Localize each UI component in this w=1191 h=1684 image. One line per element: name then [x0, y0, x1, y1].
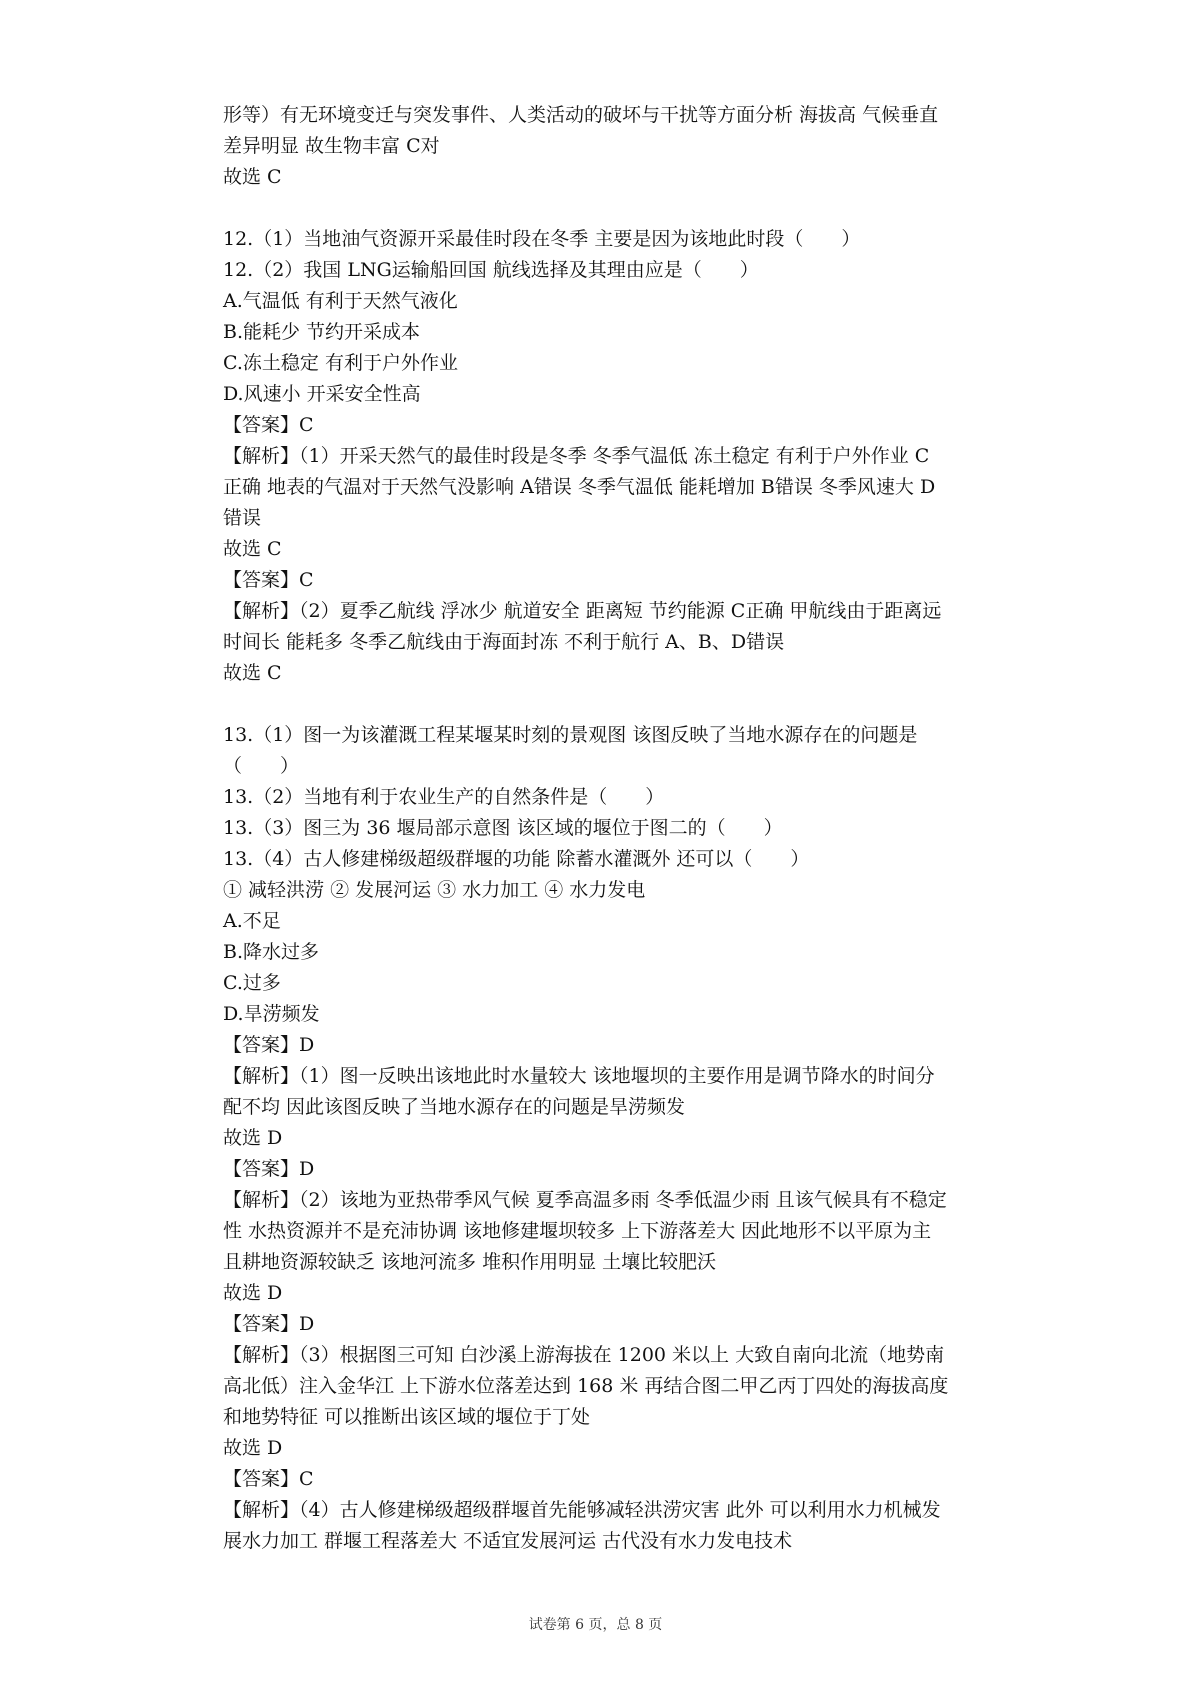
text-line: 13.（2）当地有利于农业生产的自然条件是（ ）: [223, 786, 665, 808]
text-line: 形等）有无环境变迁与突发事件、人类活动的破坏与干扰等方面分析 海拔高 气候垂直: [223, 104, 939, 126]
text-line: 性 水热资源并不是充沛协调 该地修建堰坝较多 上下游落差大 因此地形不以平原为主: [223, 1220, 932, 1242]
text-line: D.风速小 开采安全性高: [223, 383, 421, 405]
text-line: 【解析】（4）古人修建梯级超级群堰首先能够减轻洪涝灾害 此外 可以利用水力机械发: [223, 1499, 941, 1521]
text-line: （ ）: [223, 755, 300, 777]
text-line: C.过多: [223, 972, 281, 994]
text-line: B.降水过多: [223, 941, 320, 963]
text-line: 【答案】C: [223, 569, 314, 591]
text-line: 12.（1）当地油气资源开采最佳时段在冬季 主要是因为该地此时段（ ）: [223, 228, 861, 250]
text-line: 展水力加工 群堰工程落差大 不适宜发展河运 古代没有水力发电技术: [223, 1530, 793, 1552]
text-line: 【答案】C: [223, 414, 314, 436]
text-line: D.旱涝频发: [223, 1003, 320, 1025]
text-line: 13.（3）图三为 36 堰局部示意图 该区域的堰位于图二的（ ）: [223, 817, 783, 839]
text-line: 【解析】（1）开采天然气的最佳时段是冬季 冬季气温低 冻土稳定 有利于户外作业 C: [223, 445, 930, 467]
text-line: A.不足: [223, 910, 281, 932]
text-line: 12.（2）我国 LNG运输船回国 航线选择及其理由应是（ ）: [223, 259, 759, 281]
document-body: [223, 100, 1013, 1557]
text-line: 故选 C: [223, 166, 282, 188]
text-line: 【答案】C: [223, 1468, 314, 1490]
text-line: 错误: [223, 507, 262, 529]
text-line: 且耕地资源较缺乏 该地河流多 堆积作用明显 土壤比较肥沃: [223, 1251, 717, 1273]
text-line: B.能耗少 节约开采成本: [223, 321, 421, 343]
text-line: C.冻土稳定 有利于户外作业: [223, 352, 458, 374]
text-line: 故选 D: [223, 1127, 283, 1149]
text-line: A.气温低 有利于天然气液化: [223, 290, 458, 312]
text-line: 故选 C: [223, 538, 282, 560]
text-line: 【解析】（2）夏季乙航线 浮冰少 航道安全 距离短 节约能源 C正确 甲航线由于距离远: [223, 600, 942, 622]
text-line: 13.（4）古人修建梯级超级群堰的功能 除蓄水灌溉外 还可以（ ）: [223, 848, 810, 870]
text-line: 【答案】D: [223, 1313, 315, 1335]
text-line: 配不均 因此该图反映了当地水源存在的问题是旱涝频发: [223, 1096, 686, 1118]
text-line: 【答案】D: [223, 1034, 315, 1056]
page-footer: 试卷第 6 页，总 8 页: [528, 1617, 663, 1633]
block-spacer: [223, 193, 1013, 224]
text-line: 高北低）注入金华江 上下游水位落差达到 168 米 再结合图二甲乙丙丁四处的海拔高度: [223, 1375, 949, 1397]
text-line: ① 减轻洪涝 ② 发展河运 ③ 水力加工 ④ 水力发电: [223, 879, 646, 901]
text-line: 正确 地表的气温对于天然气没影响 A错误 冬季气温低 能耗增加 B错误 冬季风速大 D: [223, 476, 936, 498]
text-line: 【解析】（1）图一反映出该地此时水量较大 该地堰坝的主要作用是调节降水的时间分: [223, 1065, 935, 1087]
text-line: 和地势特征 可以推断出该区域的堰位于丁处: [223, 1406, 591, 1428]
block-spacer: [223, 689, 1013, 720]
text-line: 13.（1）图一为该灌溉工程某堰某时刻的景观图 该图反映了当地水源存在的问题是: [223, 724, 918, 746]
text-line: 时间长 能耗多 冬季乙航线由于海面封冻 不利于航行 A、B、D错误: [223, 631, 785, 653]
text-line: 差异明显 故生物丰富 C对: [223, 135, 440, 157]
text-line: 【答案】D: [223, 1158, 315, 1180]
text-line: 【解析】（2）该地为亚热带季风气候 夏季高温多雨 冬季低温少雨 且该气候具有不稳定: [223, 1189, 947, 1211]
text-line: 故选 C: [223, 662, 282, 684]
text-line: 故选 D: [223, 1437, 283, 1459]
text-line: 【解析】（3）根据图三可知 白沙溪上游海拔在 1200 米以上 大致自南向北流（地势南: [223, 1344, 945, 1366]
text-line: 故选 D: [223, 1282, 283, 1304]
